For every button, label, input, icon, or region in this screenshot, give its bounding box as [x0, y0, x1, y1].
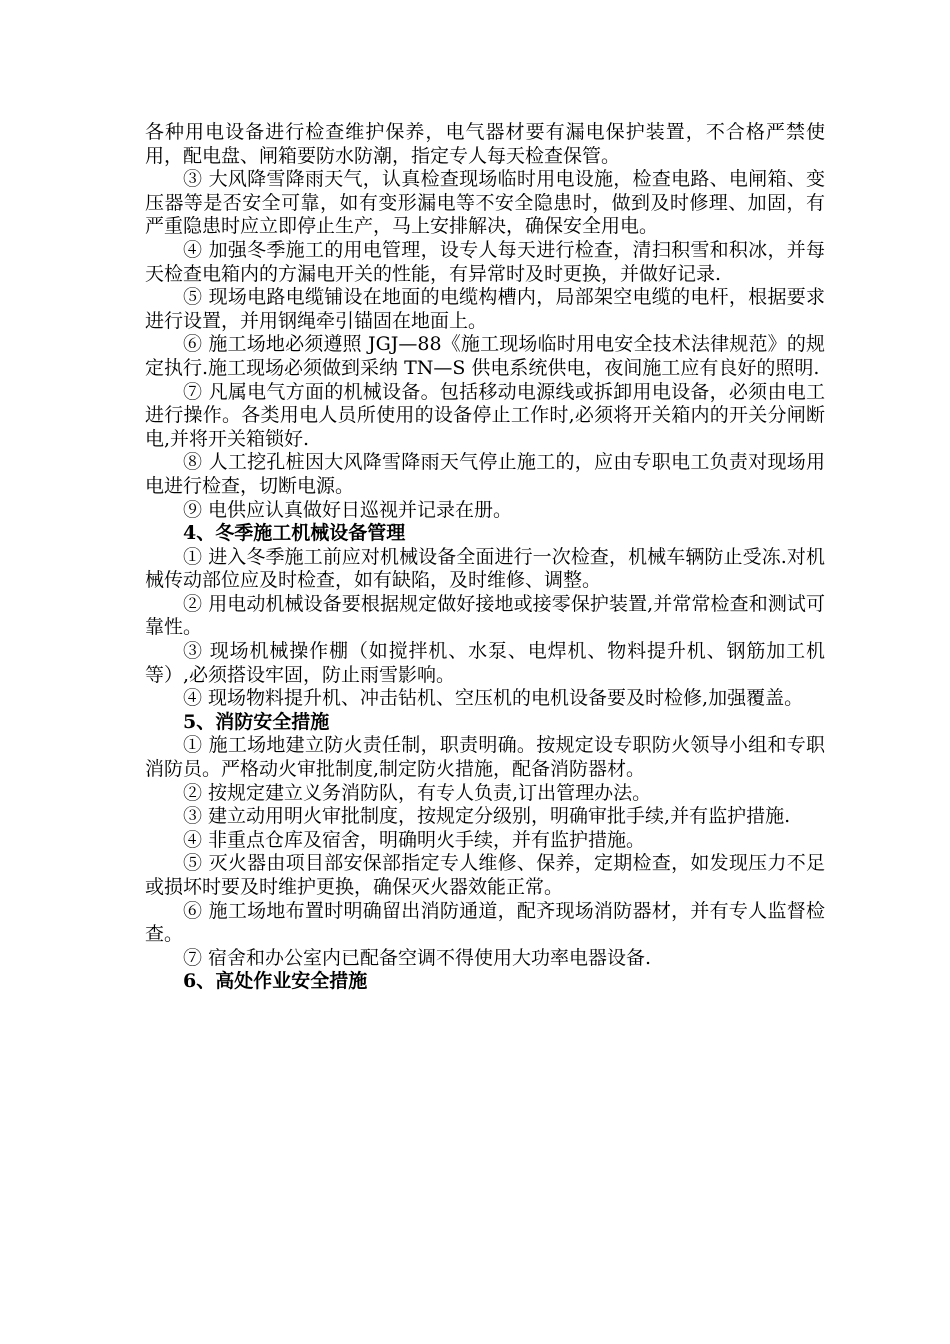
paragraph: ② 用电动机械设备要根据规定做好接地或接零保护装置,并常常检查和测试可靠性。: [145, 592, 825, 639]
paragraph: ③ 大风降雪降雨天气，认真检查现场临时用电设施，检查电路、电闸箱、变压器等是否安全可靠，如有变形漏电等不安全隐患时，做到及时修理、加固，有严重隐患时应立即停止生产，马上安排解决，确保安全用电。: [145, 168, 825, 238]
paragraph: ④ 现场物料提升机、冲击钻机、空压机的电机设备要及时检修,加强覆盖。: [183, 687, 804, 710]
section-heading: 4、冬季施工机械设备管理: [183, 522, 406, 545]
paragraph: ⑦ 凡属电气方面的机械设备。包括移动电源线或拆卸用电设备，必须由电工进行操作。各类用电人员所使用的设备停止工作时,必须将开关箱内的开关分闸断电,并将开关箱锁好.: [145, 380, 825, 450]
paragraph: ⑧ 人工挖孔桩因大风降雪降雨天气停止施工的，应由专职电工负责对现场用电进行检查，切断电源。: [145, 451, 825, 497]
paragraph: ⑥ 施工场地必须遵照 JGJ—88《施工现场临时用电安全技术法律规范》的规定执行.施工现场必须做到采纳 TN—S 供电系统供电，夜间施工应有良好的照明.: [145, 333, 825, 379]
paragraph: ⑨ 电供应认真做好日巡视并记录在册。: [183, 498, 513, 521]
paragraph: ⑤ 灭火器由项目部安保部指定专人维修、保养，定期检查，如发现压力不足或损坏时要及时维护更换，确保灭火器效能正常。: [145, 852, 825, 898]
paragraph: ⑥ 施工场地布置时明确留出消防通道，配齐现场消防器材，并有专人监督检查。: [145, 899, 825, 946]
section-heading: 5、消防安全措施: [183, 710, 330, 733]
section-heading: 6、高处作业安全措施: [183, 970, 368, 993]
paragraph: ③ 建立动用明火审批制度，按规定分级别，明确审批手续,并有监护措施.: [183, 805, 791, 828]
paragraph: ⑤ 现场电路电缆铺设在地面的电缆构槽内，局部架空电缆的电杆，根据要求进行设置，并用钢绳牵引锚固在地面上。: [145, 286, 825, 332]
paragraph: ② 按规定建立义务消防队，有专人负责,订出管理办法。: [183, 781, 652, 804]
paragraph: ① 施工场地建立防火责任制，职责明确。按规定设专职防火领导小组和专职消防员。严格动火审批制度,制定防火措施，配备消防器材。: [145, 734, 825, 781]
paragraph: ③ 现场机械操作棚（如搅拌机、水泵、电焊机、物料提升机、钢筋加工机等）,必须搭设牢固，防止雨雪影响。: [145, 640, 825, 686]
paragraph: 各种用电设备进行检查维护保养，电气器材要有漏电保护装置，不合格严禁使用，配电盘、闸箱要防水防潮，指定专人每天检查保管。: [145, 121, 825, 167]
paragraph: ⑦ 宿舍和办公室内已配备空调不得使用大功率电器设备.: [183, 946, 652, 969]
paragraph: ④ 非重点仓库及宿舍，明确明火手续，并有监护措施。: [183, 828, 646, 851]
paragraph: ① 进入冬季施工前应对机械设备全面进行一次检查，机械车辆防止受冻.对机械传动部位应及时检查，如有缺陷，及时维修、调整。: [145, 545, 825, 592]
paragraph: ④ 加强冬季施工的用电管理，设专人每天进行检查，清扫积雪和积冰，并每天检查电箱内的方漏电开关的性能，有异常时及时更换，并做好记录.: [145, 238, 825, 285]
document-body: [145, 121, 825, 994]
